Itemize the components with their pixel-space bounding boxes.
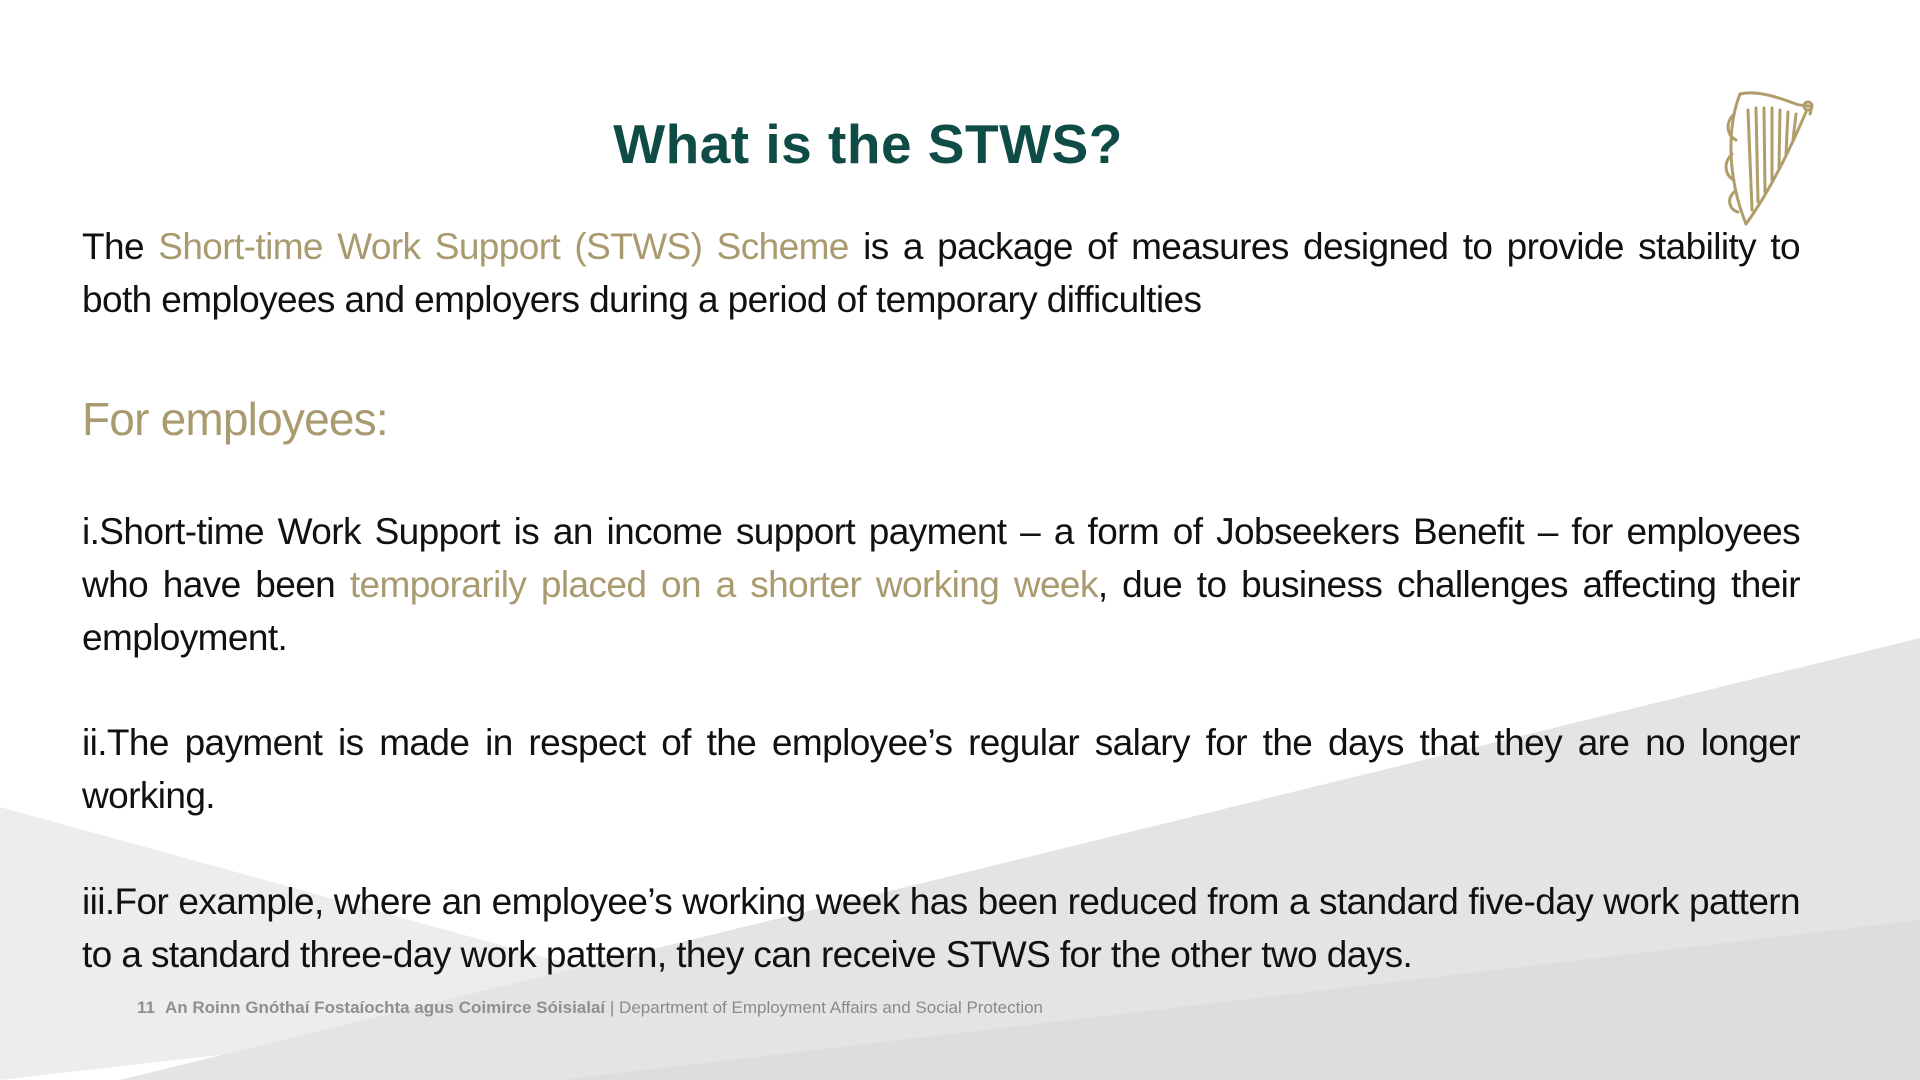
footer-separator: | bbox=[605, 998, 620, 1017]
point-1-text-end: , due to business challenges affecting their employment. bbox=[82, 564, 1800, 658]
page-number: 11 bbox=[137, 998, 155, 1017]
harp-icon bbox=[1718, 84, 1818, 232]
intro-highlight: Short-time Work Support (STWS) Scheme bbox=[158, 226, 849, 267]
footer bbox=[137, 998, 1043, 1018]
intro-text-start: The bbox=[82, 226, 159, 267]
employees-subheading: For employees: bbox=[82, 393, 388, 445]
department-name-irish: An Roinn Gnóthaí Fostaíochta agus Coimirce Sóisialaí bbox=[164, 998, 606, 1017]
department-name-english: Department of Employment Affairs and Social Protection bbox=[619, 998, 1044, 1017]
point-3-paragraph: iii.For example, where an employee’s working week has been reduced from a standard five-day work pattern to a standard three-day work pattern, they can receive STWS for the other two days. bbox=[82, 881, 1800, 975]
point-1-highlight: temporarily placed on a shorter working week bbox=[349, 564, 1098, 605]
point-2-paragraph: ii.The payment is made in respect of the employee’s regular salary for the days that they are no longer working. bbox=[82, 722, 1800, 816]
point-1-paragraph bbox=[82, 505, 1800, 664]
intro-text-end: is a package of measures designed to provide stability to both employees and employers during a period of temporary difficulties bbox=[82, 226, 1801, 320]
slide-title: What is the STWS? bbox=[613, 113, 1123, 175]
point-1-text-start: i.Short-time Work Support is an income support payment – a form of Jobseekers Benefit – for employees who have been bbox=[82, 511, 1800, 605]
intro-paragraph bbox=[82, 220, 1800, 326]
